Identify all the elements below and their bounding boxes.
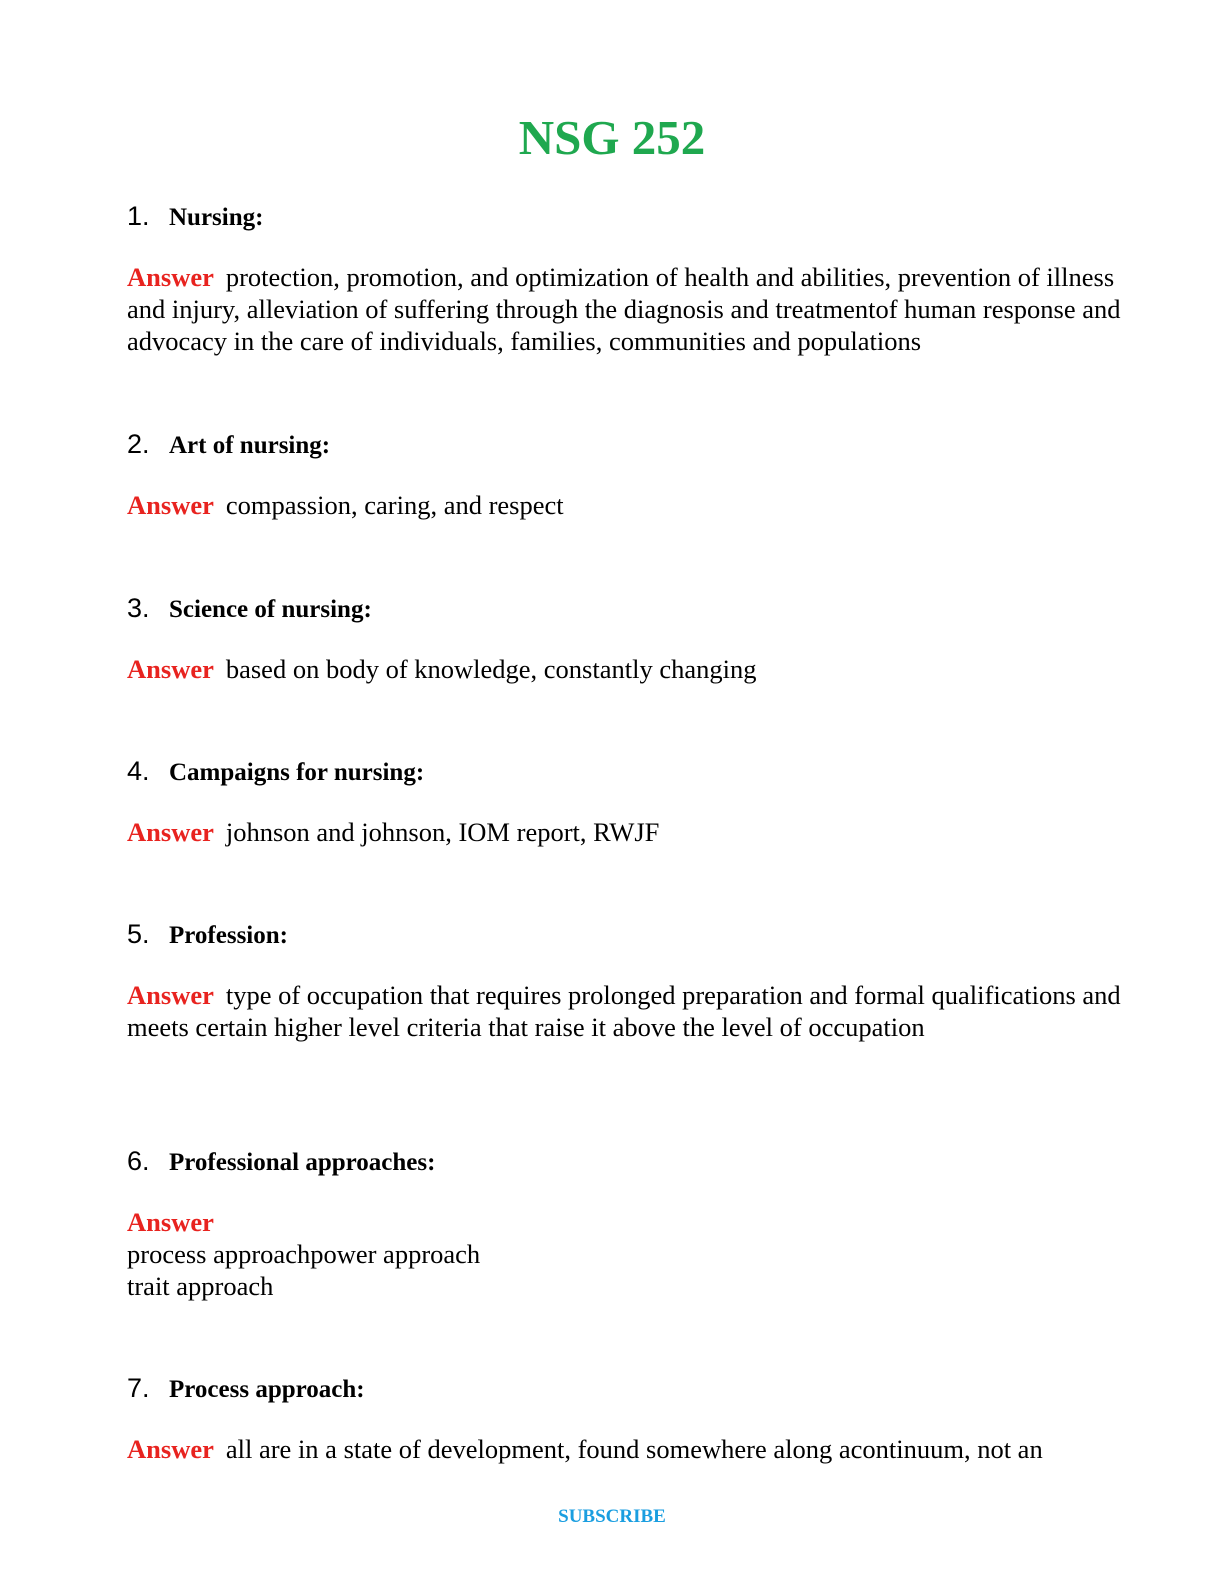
answer-label: Answer: [127, 654, 214, 684]
question-number: 5.: [127, 919, 150, 949]
question-title: Science of nursing:: [169, 596, 372, 623]
question-item: [127, 916, 1127, 1043]
question-item: [127, 1370, 1127, 1465]
answer-label: Answer: [127, 490, 214, 520]
answer: [127, 816, 1127, 848]
question-number: 3.: [127, 593, 150, 623]
question-item: [127, 198, 1127, 357]
answer-label: Answer: [127, 1207, 214, 1237]
answer-text: compassion, caring, and respect: [225, 490, 564, 520]
answer: [127, 653, 1127, 685]
answer-text: based on body of knowledge, constantly changing: [225, 654, 757, 684]
answer: [127, 261, 1127, 357]
question-number: 2.: [127, 429, 150, 459]
question-title: Professional approaches:: [169, 1149, 436, 1176]
question-item: [127, 426, 1127, 521]
question-item: [127, 753, 1127, 848]
answer: [127, 1433, 1127, 1465]
answer-label: Answer: [127, 1434, 214, 1464]
question-title: Art of nursing:: [169, 432, 331, 459]
question-title: Profession:: [169, 922, 288, 949]
question-number: 7.: [127, 1373, 150, 1403]
question-number: 6.: [127, 1146, 150, 1176]
answer-text: type of occupation that requires prolonged preparation and formal qualifications and meets certain higher level criteria that raise it above the level of occupation: [127, 980, 1121, 1042]
question-title: Process approach:: [169, 1376, 365, 1403]
question-item: [127, 1143, 1127, 1302]
answer: [127, 1206, 1127, 1302]
question-number: 1.: [127, 201, 150, 231]
answer-label: Answer: [127, 980, 214, 1010]
answer-text: johnson and johnson, IOM report, RWJF: [225, 817, 660, 847]
answer-text: all are in a state of development, found somewhere along acontinuum, not an: [225, 1434, 1043, 1464]
document-title: NSG 252: [518, 110, 706, 165]
question-title: Campaigns for nursing:: [169, 759, 425, 786]
answer-text: process approachpower approach trait approach: [127, 1239, 481, 1301]
answer-label: Answer: [127, 262, 214, 292]
answer: [127, 489, 1127, 521]
question-item: [127, 590, 1127, 685]
answer-label: Answer: [127, 817, 214, 847]
question-title: Nursing:: [169, 204, 264, 231]
question-number: 4.: [127, 756, 150, 786]
answer-text: protection, promotion, and optimization of health and abilities, prevention of illness and injury, alleviation of suffering through the diagnosis and treatmentof human response and advocacy in the care of individuals, families, communities and populations: [127, 262, 1121, 356]
subscribe-link[interactable]: SUBSCRIBE: [558, 1506, 666, 1527]
answer: [127, 979, 1127, 1043]
